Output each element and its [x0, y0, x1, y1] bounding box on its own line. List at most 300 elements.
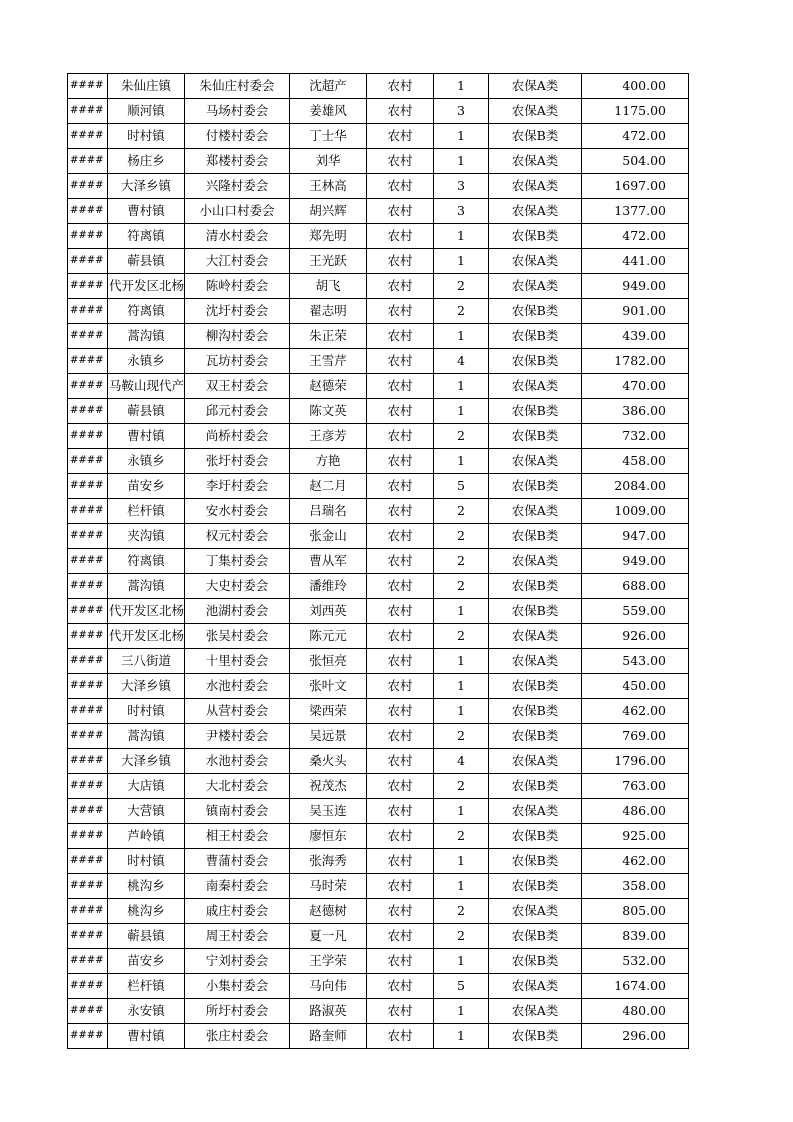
area-type-cell[interactable]: 农村: [367, 499, 434, 524]
village-committee-cell[interactable]: 十里村委会: [185, 649, 290, 674]
row-number-cell[interactable]: ####: [68, 474, 108, 499]
amount-cell[interactable]: 1697.00: [582, 174, 689, 199]
village-committee-cell[interactable]: 南秦村委会: [185, 874, 290, 899]
town-cell[interactable]: 永镇乡: [108, 449, 185, 474]
insurance-category-cell[interactable]: 农保A类: [489, 649, 582, 674]
town-cell[interactable]: [108, 274, 185, 299]
name-cell[interactable]: 赵德荣: [290, 374, 367, 399]
name-cell[interactable]: 张叶文: [290, 674, 367, 699]
household-count-cell[interactable]: 3: [434, 199, 489, 224]
household-count-cell[interactable]: 2: [434, 724, 489, 749]
town-cell[interactable]: 栏杆镇: [108, 499, 185, 524]
row-number-cell[interactable]: ####: [68, 849, 108, 874]
amount-cell[interactable]: 1782.00: [582, 349, 689, 374]
village-committee-cell[interactable]: 柳沟村委会: [185, 324, 290, 349]
area-type-cell[interactable]: 农村: [367, 199, 434, 224]
row-number-cell[interactable]: ####: [68, 499, 108, 524]
household-count-cell[interactable]: 1: [434, 949, 489, 974]
amount-cell[interactable]: 2084.00: [582, 474, 689, 499]
village-committee-cell[interactable]: 沈圩村委会: [185, 299, 290, 324]
name-cell[interactable]: 马向伟: [290, 974, 367, 999]
area-type-cell[interactable]: 农村: [367, 874, 434, 899]
town-cell[interactable]: 蕲县镇: [108, 924, 185, 949]
row-number-cell[interactable]: ####: [68, 549, 108, 574]
village-committee-cell[interactable]: 所圩村委会: [185, 999, 290, 1024]
household-count-cell[interactable]: 1: [434, 449, 489, 474]
name-cell[interactable]: 陈元元: [290, 624, 367, 649]
row-number-cell[interactable]: ####: [68, 699, 108, 724]
amount-cell[interactable]: 543.00: [582, 649, 689, 674]
row-number-cell[interactable]: ####: [68, 249, 108, 274]
name-cell[interactable]: 王学荣: [290, 949, 367, 974]
row-number-cell[interactable]: ####: [68, 299, 108, 324]
household-count-cell[interactable]: 1: [434, 374, 489, 399]
household-count-cell[interactable]: 2: [434, 499, 489, 524]
name-cell[interactable]: 马时荣: [290, 874, 367, 899]
amount-cell[interactable]: 1674.00: [582, 974, 689, 999]
insurance-category-cell[interactable]: 农保A类: [489, 999, 582, 1024]
household-count-cell[interactable]: 2: [434, 824, 489, 849]
insurance-category-cell[interactable]: 农保B类: [489, 674, 582, 699]
row-number-cell[interactable]: ####: [68, 149, 108, 174]
amount-cell[interactable]: 805.00: [582, 899, 689, 924]
row-number-cell[interactable]: ####: [68, 449, 108, 474]
insurance-category-cell[interactable]: 农保A类: [489, 74, 582, 99]
name-cell[interactable]: 沈超产: [290, 74, 367, 99]
amount-cell[interactable]: 1175.00: [582, 99, 689, 124]
area-type-cell[interactable]: 农村: [367, 974, 434, 999]
name-cell[interactable]: 王雪芹: [290, 349, 367, 374]
insurance-category-cell[interactable]: 农保B类: [489, 524, 582, 549]
town-cell[interactable]: 三八街道: [108, 649, 185, 674]
area-type-cell[interactable]: 农村: [367, 399, 434, 424]
town-cell[interactable]: 符离镇: [108, 299, 185, 324]
name-cell[interactable]: 梁西荣: [290, 699, 367, 724]
household-count-cell[interactable]: 1: [434, 1024, 489, 1049]
name-cell[interactable]: 刘华: [290, 149, 367, 174]
household-count-cell[interactable]: 4: [434, 749, 489, 774]
row-number-cell[interactable]: ####: [68, 199, 108, 224]
household-count-cell[interactable]: 1: [434, 599, 489, 624]
name-cell[interactable]: 陈文英: [290, 399, 367, 424]
town-cell[interactable]: 蕲县镇: [108, 249, 185, 274]
amount-cell[interactable]: 532.00: [582, 949, 689, 974]
town-cell[interactable]: 蒿沟镇: [108, 324, 185, 349]
insurance-category-cell[interactable]: 农保B类: [489, 849, 582, 874]
area-type-cell[interactable]: 农村: [367, 374, 434, 399]
area-type-cell[interactable]: 农村: [367, 349, 434, 374]
area-type-cell[interactable]: 农村: [367, 449, 434, 474]
insurance-category-cell[interactable]: 农保B类: [489, 699, 582, 724]
area-type-cell[interactable]: 农村: [367, 249, 434, 274]
town-cell[interactable]: 芦岭镇: [108, 824, 185, 849]
name-cell[interactable]: 朱正荣: [290, 324, 367, 349]
village-committee-cell[interactable]: 邱元村委会: [185, 399, 290, 424]
name-cell[interactable]: 路奎师: [290, 1024, 367, 1049]
town-cell[interactable]: 蒿沟镇: [108, 724, 185, 749]
name-cell[interactable]: 王彦芳: [290, 424, 367, 449]
town-cell[interactable]: 时村镇: [108, 849, 185, 874]
village-committee-cell[interactable]: 朱仙庄村委会: [185, 74, 290, 99]
insurance-category-cell[interactable]: 农保A类: [489, 199, 582, 224]
village-committee-cell[interactable]: 小集村委会: [185, 974, 290, 999]
amount-cell[interactable]: 688.00: [582, 574, 689, 599]
row-number-cell[interactable]: ####: [68, 574, 108, 599]
insurance-category-cell[interactable]: 农保B类: [489, 474, 582, 499]
row-number-cell[interactable]: ####: [68, 949, 108, 974]
area-type-cell[interactable]: 农村: [367, 424, 434, 449]
household-count-cell[interactable]: 1: [434, 849, 489, 874]
name-cell[interactable]: 赵二月: [290, 474, 367, 499]
name-cell[interactable]: 吕瑞名: [290, 499, 367, 524]
town-cell[interactable]: [108, 599, 185, 624]
amount-cell[interactable]: 486.00: [582, 799, 689, 824]
amount-cell[interactable]: 949.00: [582, 274, 689, 299]
village-committee-cell[interactable]: 池湖村委会: [185, 599, 290, 624]
insurance-category-cell[interactable]: 农保A类: [489, 799, 582, 824]
amount-cell[interactable]: 901.00: [582, 299, 689, 324]
area-type-cell[interactable]: 农村: [367, 474, 434, 499]
household-count-cell[interactable]: 1: [434, 324, 489, 349]
town-cell[interactable]: 杨庄乡: [108, 149, 185, 174]
village-committee-cell[interactable]: 张吴村委会: [185, 624, 290, 649]
row-number-cell[interactable]: ####: [68, 724, 108, 749]
row-number-cell[interactable]: ####: [68, 924, 108, 949]
insurance-category-cell[interactable]: 农保B类: [489, 874, 582, 899]
area-type-cell[interactable]: 农村: [367, 774, 434, 799]
name-cell[interactable]: 胡飞: [290, 274, 367, 299]
village-committee-cell[interactable]: 尹楼村委会: [185, 724, 290, 749]
name-cell[interactable]: 王林高: [290, 174, 367, 199]
area-type-cell[interactable]: 农村: [367, 924, 434, 949]
name-cell[interactable]: 张海秀: [290, 849, 367, 874]
area-type-cell[interactable]: 农村: [367, 599, 434, 624]
name-cell[interactable]: 翟志明: [290, 299, 367, 324]
area-type-cell[interactable]: 农村: [367, 74, 434, 99]
area-type-cell[interactable]: 农村: [367, 174, 434, 199]
amount-cell[interactable]: 462.00: [582, 849, 689, 874]
household-count-cell[interactable]: 5: [434, 474, 489, 499]
name-cell[interactable]: 刘西英: [290, 599, 367, 624]
village-committee-cell[interactable]: 镇南村委会: [185, 799, 290, 824]
name-cell[interactable]: 张恒亮: [290, 649, 367, 674]
household-count-cell[interactable]: 2: [434, 524, 489, 549]
insurance-category-cell[interactable]: 农保B类: [489, 949, 582, 974]
insurance-category-cell[interactable]: 农保B类: [489, 574, 582, 599]
row-number-cell[interactable]: ####: [68, 124, 108, 149]
village-committee-cell[interactable]: 李圩村委会: [185, 474, 290, 499]
household-count-cell[interactable]: 1: [434, 74, 489, 99]
row-number-cell[interactable]: ####: [68, 824, 108, 849]
row-number-cell[interactable]: ####: [68, 524, 108, 549]
area-type-cell[interactable]: 农村: [367, 999, 434, 1024]
row-number-cell[interactable]: ####: [68, 624, 108, 649]
insurance-category-cell[interactable]: 农保A类: [489, 249, 582, 274]
insurance-category-cell[interactable]: 农保B类: [489, 599, 582, 624]
village-committee-cell[interactable]: 清水村委会: [185, 224, 290, 249]
name-cell[interactable]: 夏一凡: [290, 924, 367, 949]
row-number-cell[interactable]: ####: [68, 349, 108, 374]
town-cell[interactable]: 桃沟乡: [108, 899, 185, 924]
amount-cell[interactable]: 439.00: [582, 324, 689, 349]
row-number-cell[interactable]: ####: [68, 274, 108, 299]
insurance-category-cell[interactable]: 农保B类: [489, 824, 582, 849]
amount-cell[interactable]: 925.00: [582, 824, 689, 849]
town-cell[interactable]: 苗安乡: [108, 949, 185, 974]
town-cell[interactable]: 永镇乡: [108, 349, 185, 374]
household-count-cell[interactable]: 1: [434, 224, 489, 249]
town-cell[interactable]: 曹村镇: [108, 1024, 185, 1049]
insurance-category-cell[interactable]: 农保B类: [489, 424, 582, 449]
village-committee-cell[interactable]: 水池村委会: [185, 749, 290, 774]
household-count-cell[interactable]: 1: [434, 699, 489, 724]
town-cell[interactable]: 大泽乡镇: [108, 749, 185, 774]
row-number-cell[interactable]: ####: [68, 974, 108, 999]
insurance-category-cell[interactable]: 农保A类: [489, 449, 582, 474]
area-type-cell[interactable]: 农村: [367, 799, 434, 824]
village-committee-cell[interactable]: 兴隆村委会: [185, 174, 290, 199]
row-number-cell[interactable]: ####: [68, 749, 108, 774]
town-cell[interactable]: [108, 374, 185, 399]
amount-cell[interactable]: 296.00: [582, 1024, 689, 1049]
area-type-cell[interactable]: 农村: [367, 124, 434, 149]
name-cell[interactable]: 吴玉连: [290, 799, 367, 824]
amount-cell[interactable]: 949.00: [582, 549, 689, 574]
insurance-category-cell[interactable]: 农保A类: [489, 499, 582, 524]
area-type-cell[interactable]: 农村: [367, 224, 434, 249]
area-type-cell[interactable]: 农村: [367, 649, 434, 674]
village-committee-cell[interactable]: 郑楼村委会: [185, 149, 290, 174]
amount-cell[interactable]: 358.00: [582, 874, 689, 899]
row-number-cell[interactable]: ####: [68, 174, 108, 199]
insurance-category-cell[interactable]: 农保B类: [489, 299, 582, 324]
town-cell[interactable]: 大营镇: [108, 799, 185, 824]
name-cell[interactable]: 丁士华: [290, 124, 367, 149]
area-type-cell[interactable]: 农村: [367, 524, 434, 549]
name-cell[interactable]: 胡兴辉: [290, 199, 367, 224]
household-count-cell[interactable]: 1: [434, 124, 489, 149]
town-cell[interactable]: 桃沟乡: [108, 874, 185, 899]
town-cell[interactable]: 时村镇: [108, 699, 185, 724]
household-count-cell[interactable]: 1: [434, 674, 489, 699]
name-cell[interactable]: 赵德树: [290, 899, 367, 924]
area-type-cell[interactable]: 农村: [367, 549, 434, 574]
household-count-cell[interactable]: 2: [434, 899, 489, 924]
insurance-category-cell[interactable]: 农保B类: [489, 324, 582, 349]
village-committee-cell[interactable]: 尚桥村委会: [185, 424, 290, 449]
town-cell[interactable]: 时村镇: [108, 124, 185, 149]
town-cell[interactable]: 大泽乡镇: [108, 674, 185, 699]
insurance-category-cell[interactable]: 农保B类: [489, 124, 582, 149]
insurance-category-cell[interactable]: 农保A类: [489, 624, 582, 649]
household-count-cell[interactable]: 2: [434, 424, 489, 449]
town-cell[interactable]: 曹村镇: [108, 424, 185, 449]
amount-cell[interactable]: 470.00: [582, 374, 689, 399]
amount-cell[interactable]: 504.00: [582, 149, 689, 174]
row-number-cell[interactable]: ####: [68, 674, 108, 699]
village-committee-cell[interactable]: 马场村委会: [185, 99, 290, 124]
village-committee-cell[interactable]: 陈岭村委会: [185, 274, 290, 299]
household-count-cell[interactable]: 3: [434, 99, 489, 124]
household-count-cell[interactable]: 2: [434, 299, 489, 324]
insurance-category-cell[interactable]: 农保B类: [489, 224, 582, 249]
name-cell[interactable]: 张金山: [290, 524, 367, 549]
village-committee-cell[interactable]: 大史村委会: [185, 574, 290, 599]
household-count-cell[interactable]: 3: [434, 174, 489, 199]
insurance-category-cell[interactable]: 农保A类: [489, 549, 582, 574]
insurance-category-cell[interactable]: 农保A类: [489, 174, 582, 199]
village-committee-cell[interactable]: 从营村委会: [185, 699, 290, 724]
household-count-cell[interactable]: 1: [434, 399, 489, 424]
area-type-cell[interactable]: 农村: [367, 299, 434, 324]
household-count-cell[interactable]: 2: [434, 774, 489, 799]
amount-cell[interactable]: 732.00: [582, 424, 689, 449]
village-committee-cell[interactable]: 相王村委会: [185, 824, 290, 849]
row-number-cell[interactable]: ####: [68, 374, 108, 399]
insurance-category-cell[interactable]: 农保B类: [489, 1024, 582, 1049]
area-type-cell[interactable]: 农村: [367, 574, 434, 599]
town-cell[interactable]: 蒿沟镇: [108, 574, 185, 599]
village-committee-cell[interactable]: 丁集村委会: [185, 549, 290, 574]
amount-cell[interactable]: 458.00: [582, 449, 689, 474]
amount-cell[interactable]: 1796.00: [582, 749, 689, 774]
village-committee-cell[interactable]: 安水村委会: [185, 499, 290, 524]
area-type-cell[interactable]: 农村: [367, 99, 434, 124]
insurance-category-cell[interactable]: 农保B类: [489, 924, 582, 949]
name-cell[interactable]: 潘维玲: [290, 574, 367, 599]
household-count-cell[interactable]: 1: [434, 999, 489, 1024]
row-number-cell[interactable]: ####: [68, 74, 108, 99]
insurance-category-cell[interactable]: 农保B类: [489, 774, 582, 799]
town-cell[interactable]: 朱仙庄镇: [108, 74, 185, 99]
town-cell[interactable]: 曹村镇: [108, 199, 185, 224]
household-count-cell[interactable]: 2: [434, 549, 489, 574]
name-cell[interactable]: 姜雄风: [290, 99, 367, 124]
insurance-category-cell[interactable]: 农保B类: [489, 724, 582, 749]
village-committee-cell[interactable]: 双王村委会: [185, 374, 290, 399]
village-committee-cell[interactable]: 周王村委会: [185, 924, 290, 949]
village-committee-cell[interactable]: 付楼村委会: [185, 124, 290, 149]
area-type-cell[interactable]: 农村: [367, 724, 434, 749]
insurance-category-cell[interactable]: 农保A类: [489, 99, 582, 124]
row-number-cell[interactable]: ####: [68, 649, 108, 674]
area-type-cell[interactable]: 农村: [367, 624, 434, 649]
row-number-cell[interactable]: ####: [68, 424, 108, 449]
amount-cell[interactable]: 462.00: [582, 699, 689, 724]
area-type-cell[interactable]: 农村: [367, 1024, 434, 1049]
row-number-cell[interactable]: ####: [68, 224, 108, 249]
insurance-category-cell[interactable]: 农保A类: [489, 149, 582, 174]
amount-cell[interactable]: 559.00: [582, 599, 689, 624]
village-committee-cell[interactable]: 戚庄村委会: [185, 899, 290, 924]
household-count-cell[interactable]: 1: [434, 149, 489, 174]
insurance-category-cell[interactable]: 农保B类: [489, 399, 582, 424]
area-type-cell[interactable]: 农村: [367, 849, 434, 874]
amount-cell[interactable]: 450.00: [582, 674, 689, 699]
household-count-cell[interactable]: 2: [434, 274, 489, 299]
village-committee-cell[interactable]: 大江村委会: [185, 249, 290, 274]
area-type-cell[interactable]: 农村: [367, 149, 434, 174]
village-committee-cell[interactable]: 宁刘村委会: [185, 949, 290, 974]
household-count-cell[interactable]: 5: [434, 974, 489, 999]
town-cell[interactable]: 苗安乡: [108, 474, 185, 499]
row-number-cell[interactable]: ####: [68, 799, 108, 824]
town-cell[interactable]: 大泽乡镇: [108, 174, 185, 199]
row-number-cell[interactable]: ####: [68, 1024, 108, 1049]
town-cell[interactable]: 永安镇: [108, 999, 185, 1024]
amount-cell[interactable]: 1377.00: [582, 199, 689, 224]
name-cell[interactable]: 王光跃: [290, 249, 367, 274]
row-number-cell[interactable]: ####: [68, 99, 108, 124]
household-count-cell[interactable]: 1: [434, 874, 489, 899]
village-committee-cell[interactable]: 权元村委会: [185, 524, 290, 549]
amount-cell[interactable]: 839.00: [582, 924, 689, 949]
row-number-cell[interactable]: ####: [68, 599, 108, 624]
town-cell[interactable]: 大店镇: [108, 774, 185, 799]
household-count-cell[interactable]: 2: [434, 624, 489, 649]
village-committee-cell[interactable]: 张圩村委会: [185, 449, 290, 474]
village-committee-cell[interactable]: 曹蒲村委会: [185, 849, 290, 874]
insurance-category-cell[interactable]: 农保A类: [489, 974, 582, 999]
name-cell[interactable]: 路淑英: [290, 999, 367, 1024]
row-number-cell[interactable]: ####: [68, 774, 108, 799]
area-type-cell[interactable]: 农村: [367, 949, 434, 974]
town-cell[interactable]: 符离镇: [108, 224, 185, 249]
name-cell[interactable]: 郑先明: [290, 224, 367, 249]
household-count-cell[interactable]: 1: [434, 799, 489, 824]
area-type-cell[interactable]: 农村: [367, 824, 434, 849]
area-type-cell[interactable]: 农村: [367, 674, 434, 699]
household-count-cell[interactable]: 1: [434, 249, 489, 274]
town-cell[interactable]: 顺河镇: [108, 99, 185, 124]
name-cell[interactable]: 廖恒东: [290, 824, 367, 849]
household-count-cell[interactable]: 1: [434, 649, 489, 674]
amount-cell[interactable]: 926.00: [582, 624, 689, 649]
insurance-category-cell[interactable]: 农保A类: [489, 749, 582, 774]
row-number-cell[interactable]: ####: [68, 999, 108, 1024]
amount-cell[interactable]: 472.00: [582, 124, 689, 149]
town-cell[interactable]: 符离镇: [108, 549, 185, 574]
amount-cell[interactable]: 947.00: [582, 524, 689, 549]
amount-cell[interactable]: 480.00: [582, 999, 689, 1024]
insurance-category-cell[interactable]: 农保B类: [489, 349, 582, 374]
household-count-cell[interactable]: 2: [434, 574, 489, 599]
village-committee-cell[interactable]: 张庄村委会: [185, 1024, 290, 1049]
town-cell[interactable]: 夹沟镇: [108, 524, 185, 549]
insurance-category-cell[interactable]: 农保A类: [489, 374, 582, 399]
row-number-cell[interactable]: ####: [68, 324, 108, 349]
name-cell[interactable]: 曹从军: [290, 549, 367, 574]
household-count-cell[interactable]: 4: [434, 349, 489, 374]
area-type-cell[interactable]: 农村: [367, 274, 434, 299]
amount-cell[interactable]: 769.00: [582, 724, 689, 749]
village-committee-cell[interactable]: 水池村委会: [185, 674, 290, 699]
name-cell[interactable]: 吴远景: [290, 724, 367, 749]
amount-cell[interactable]: 400.00: [582, 74, 689, 99]
row-number-cell[interactable]: ####: [68, 899, 108, 924]
amount-cell[interactable]: 441.00: [582, 249, 689, 274]
amount-cell[interactable]: 1009.00: [582, 499, 689, 524]
insurance-category-cell[interactable]: 农保A类: [489, 274, 582, 299]
amount-cell[interactable]: 763.00: [582, 774, 689, 799]
area-type-cell[interactable]: 农村: [367, 899, 434, 924]
amount-cell[interactable]: 472.00: [582, 224, 689, 249]
area-type-cell[interactable]: 农村: [367, 699, 434, 724]
name-cell[interactable]: 桑火头: [290, 749, 367, 774]
insurance-category-cell[interactable]: 农保A类: [489, 899, 582, 924]
area-type-cell[interactable]: 农村: [367, 749, 434, 774]
village-committee-cell[interactable]: 大北村委会: [185, 774, 290, 799]
